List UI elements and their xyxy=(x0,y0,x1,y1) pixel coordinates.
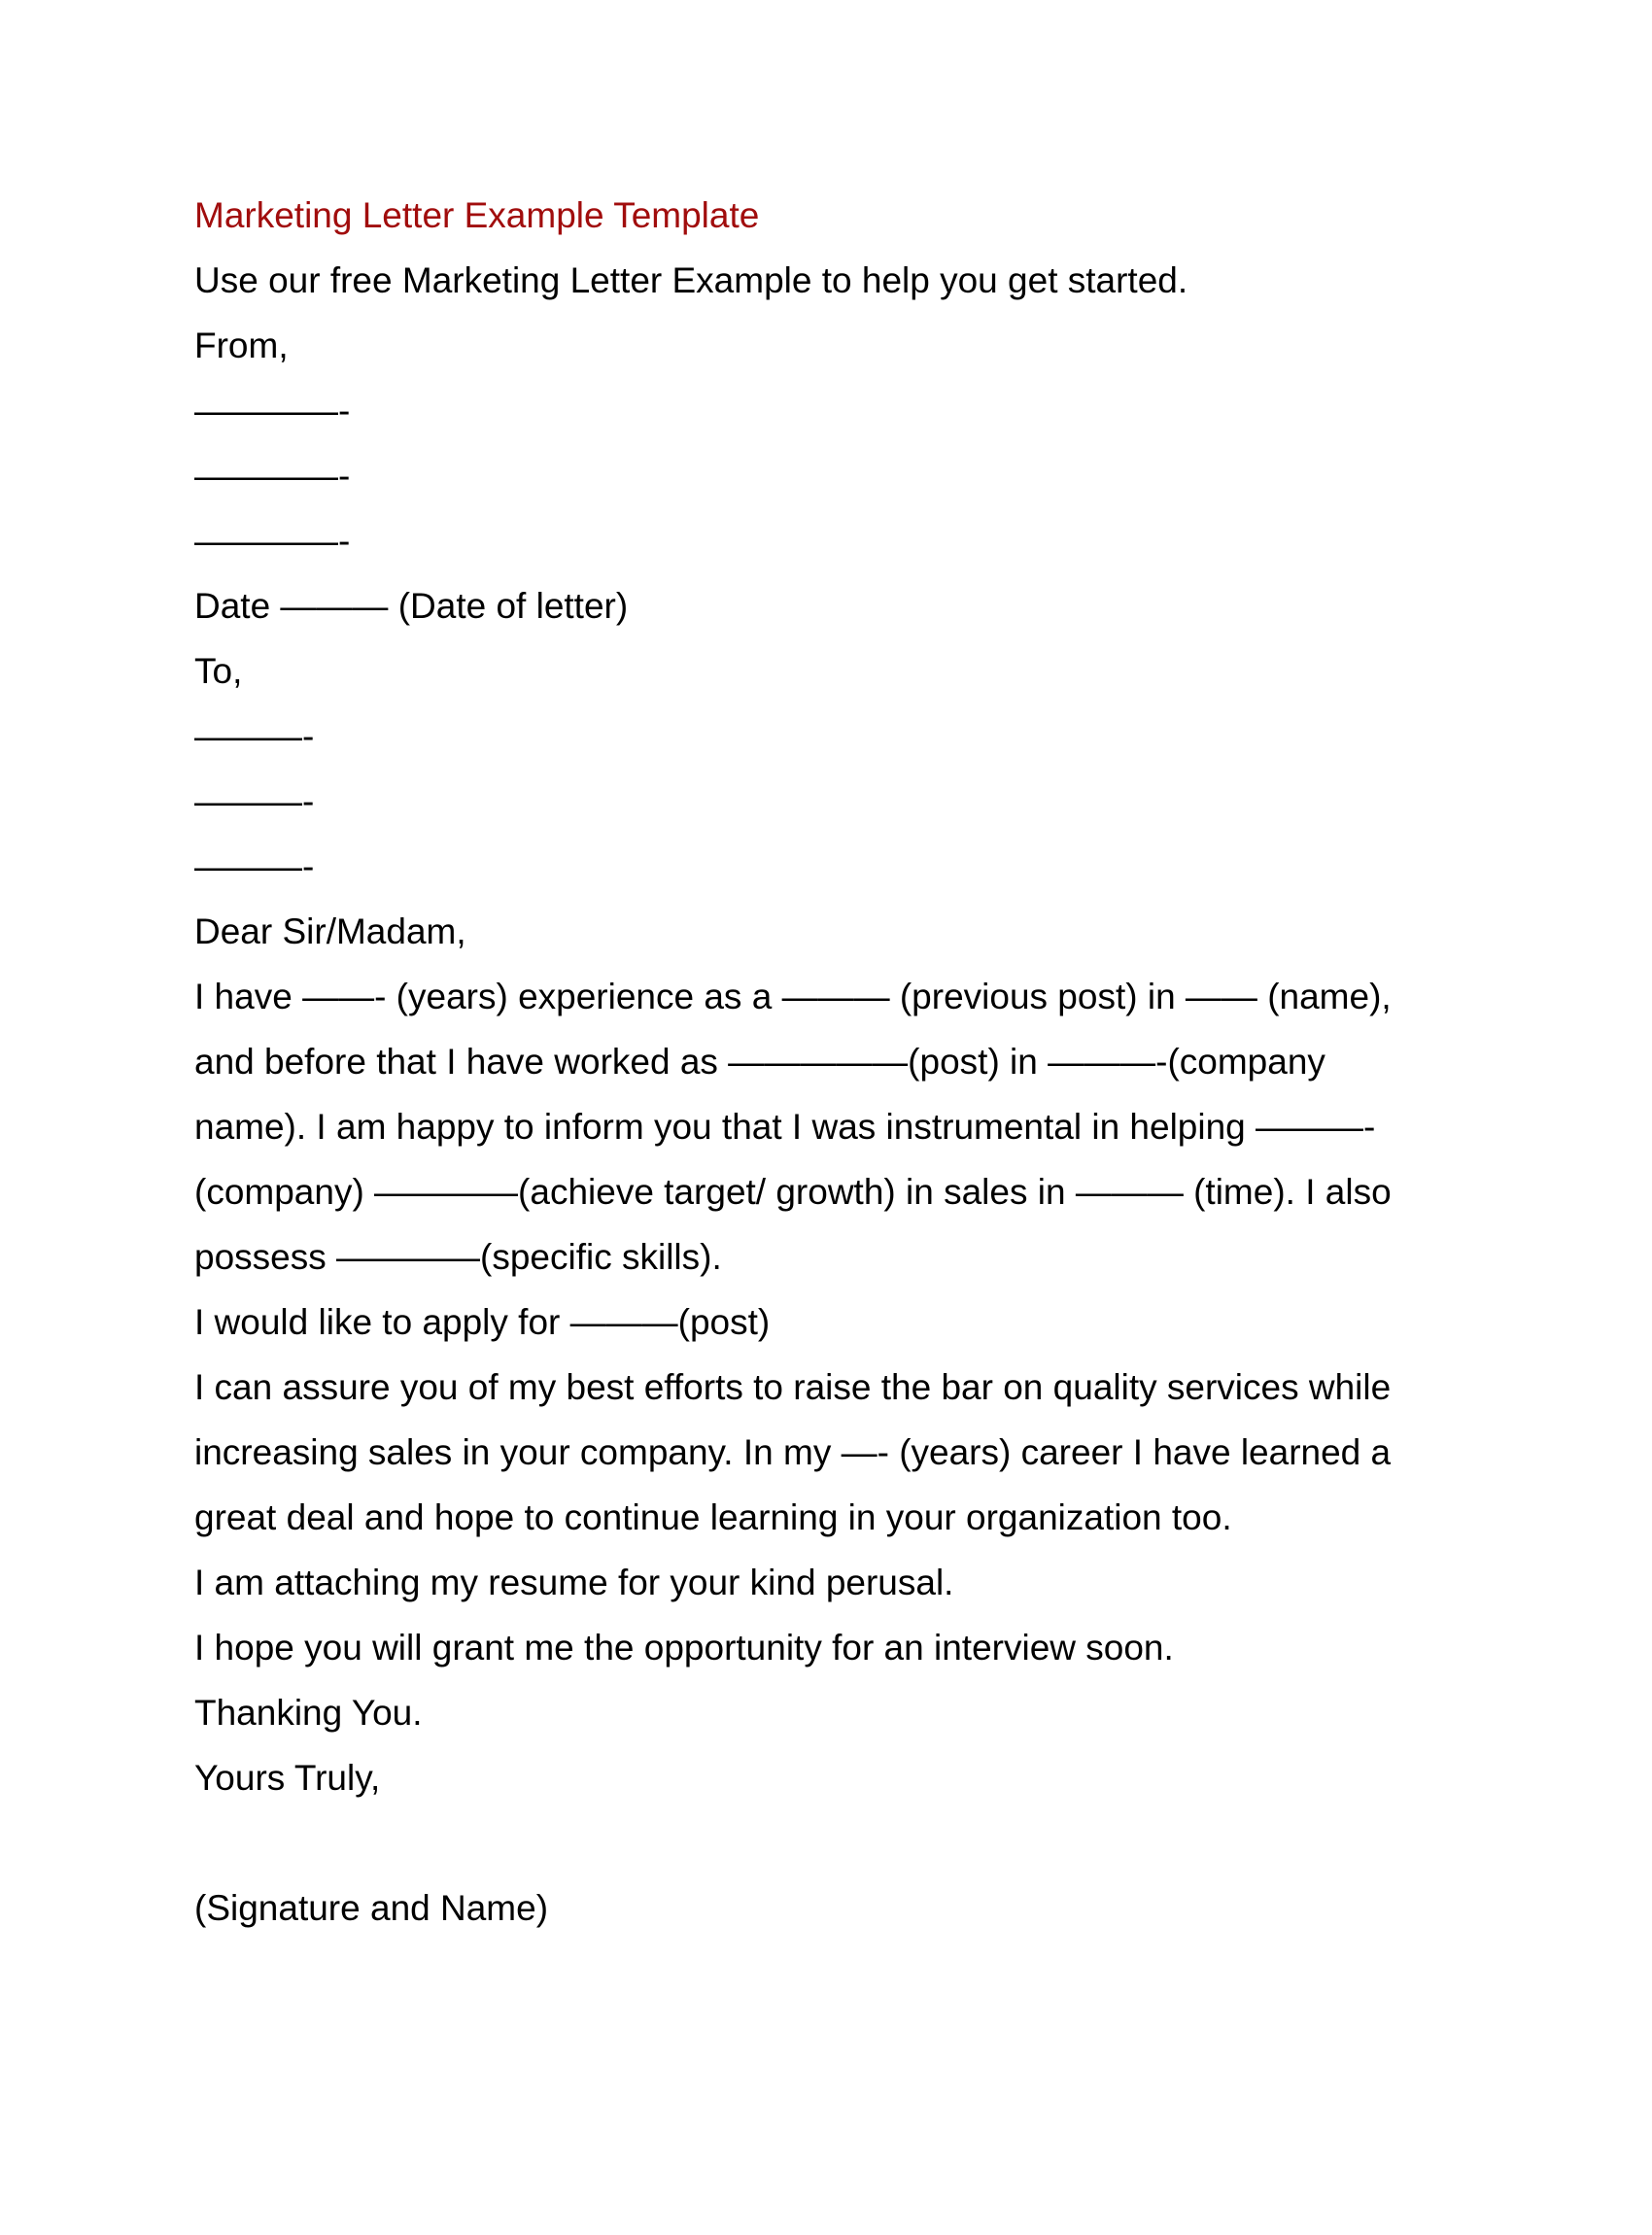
to-blank-line: ———- xyxy=(194,846,315,886)
to-blank-line: ———- xyxy=(194,716,315,756)
salutation: Dear Sir/Madam, xyxy=(194,911,466,951)
document-title: Marketing Letter Example Template xyxy=(194,195,760,235)
signature-gap xyxy=(194,1810,1477,1875)
body-line: increasing sales in your company. In my —- (years) career I have learned a xyxy=(194,1432,1392,1472)
to-label: To, xyxy=(194,651,243,691)
body-line: I would like to apply for ———(post) xyxy=(194,1302,771,1342)
date-line: Date ——— (Date of letter) xyxy=(194,586,629,626)
from-blank-line: ————- xyxy=(194,456,351,496)
body-line: (company) ————(achieve target/ growth) in sales in ——— (time). I also xyxy=(194,1172,1392,1212)
letter-content xyxy=(194,183,1477,1941)
body-line: I can assure you of my best efforts to raise the bar on quality services while xyxy=(194,1367,1392,1407)
body-line: Yours Truly, xyxy=(194,1758,381,1798)
body-line: name). I am happy to inform you that I was instrumental in helping ———- xyxy=(194,1107,1376,1147)
body-line: and before that I have worked as —————(post) in ———-(company xyxy=(194,1042,1325,1082)
from-label: From, xyxy=(194,326,289,365)
body-line: I have ——- (years) experience as a ——— (previous post) in —— (name), xyxy=(194,977,1392,1016)
body-line: I hope you will grant me the opportunity for an interview soon. xyxy=(194,1628,1174,1668)
from-blank-line: ————- xyxy=(194,521,351,561)
body-line: Thanking You. xyxy=(194,1693,423,1733)
body-line: possess ————(specific skills). xyxy=(194,1237,722,1277)
from-blank-line: ————- xyxy=(194,391,351,430)
to-blank-line: ———- xyxy=(194,781,315,821)
signature-line: (Signature and Name) xyxy=(194,1888,549,1928)
body-line: great deal and hope to continue learning in your organization too. xyxy=(194,1497,1232,1537)
body-line: I am attaching my resume for your kind perusal. xyxy=(194,1563,954,1602)
intro-text: Use our free Marketing Letter Example to help you get started. xyxy=(194,260,1188,300)
